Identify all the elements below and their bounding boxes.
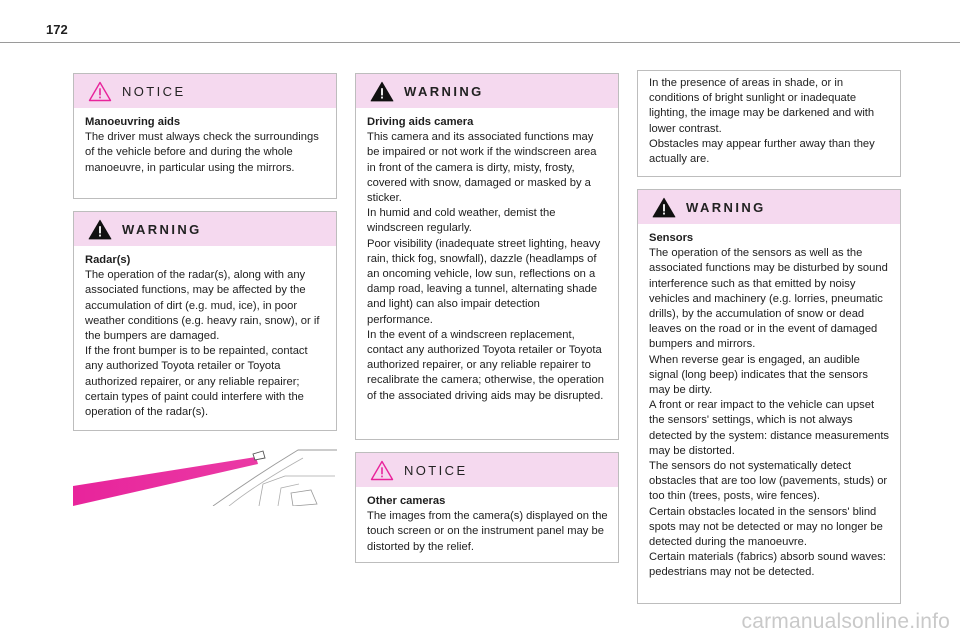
top-rule: [0, 42, 960, 43]
watermark: carmanualsonline.info: [741, 610, 950, 633]
notice-header: [74, 74, 336, 108]
notice-body: [74, 108, 336, 176]
notice-triangle-icon: [370, 460, 394, 481]
warning-heading: WARNING: [404, 83, 484, 99]
warning-heading: WARNING: [686, 199, 766, 215]
warning-text: This camera and its associated functions may be impaired or not work if the windscreen area in front of the camera is dirty, misty, frosty, covered with snow, damaged or masked by a sticker. In humid and cold weather, demist the windscreen regularly. Poor visibility (inadequate street lighting, heavy rain, thick fog, snowfall), dazzle (headlamps of an oncoming vehicle, low sun, reflections on a damp road, leaving a tunnel, alternating shade and light) can also impair detection performance. In the event of a windscreen replacement, contact any authorized Toyota retailer or Toyota authorized repairer, or any reliable repairer to recalibrate the camera; otherwise, the operation of the associated driving aids may be disrupted.: [367, 131, 604, 402]
warning-text: The operation of the sensors as well as the associated functions may be disturbed by sound interference such as that emitted by noisy vehicles and machinery (e.g. lorries, pneumatic drills), by the accumulation of snow or dead leaves on the road or in the event of damaged bumpers and mirrors. When reverse gear is engaged, an audible signal (long beep) indicates that the sensors may be dirty. A front or rear impact to the vehicle can upset the sensors' settings, which is not always detected by the system: distance measurements may be distorted. The sensors do not systematically detect obstacles that are too low (pavements, studs) or too thin (trees, posts, wire fences). Certain obstacles located in the sensors' blind spots may not be detected or may no longer be detected during the manoeuvre. Certain materials (fabrics) absorb sound waves: pedestrians may not be detected.: [649, 247, 890, 579]
warning-body: [356, 108, 618, 404]
notice-text: The driver must always check the surroundings of the vehicle before and during the whole manoeuvre, in particular using the mirrors.: [85, 131, 319, 174]
notice-heading: NOTICE: [404, 462, 468, 478]
notice-heading: NOTICE: [122, 83, 186, 99]
warning-box-sensors: [637, 189, 901, 604]
warning-triangle-icon: [370, 81, 394, 102]
warning-body: [74, 246, 336, 420]
windscreen-radar-illustration: [73, 446, 337, 506]
notice-body: [356, 487, 618, 555]
notice-box-other-cameras: [355, 452, 619, 563]
notice-title: Manoeuvring aids: [85, 116, 181, 128]
notice-header: [356, 453, 618, 487]
warning-text: The operation of the radar(s), along with any associated functions, may be affected by the accumulation of dirt (e.g. mud, ice), in poor weather conditions (e.g. heavy rain, snow), or if the bumpers are damaged. If the front bumper is to be repainted, contact any authorized Toyota retailer or Toyota authorized repairer, or any reliable repairer; certain types of paint could interfere with the operation of the radar(s).: [85, 269, 320, 419]
warning-header: [638, 190, 900, 224]
page-number: 172: [46, 22, 68, 37]
continued-text: In the presence of areas in shade, or in conditions of bright sunlight or inadequate lighting, the image may be darkened and with lower contrast. Obstacles may appear further away than they actually are.: [649, 77, 875, 166]
warning-header: [74, 212, 336, 246]
warning-heading: WARNING: [122, 221, 202, 237]
warning-title: Sensors: [649, 232, 694, 244]
warning-box-radar: [73, 211, 337, 431]
warning-triangle-icon: [652, 197, 676, 218]
warning-body: [638, 224, 900, 581]
notice-box-manoeuvring: [73, 73, 337, 199]
warning-triangle-icon: [88, 219, 112, 240]
continued-box: [637, 70, 901, 177]
notice-title: Other cameras: [367, 495, 446, 507]
warning-title: Radar(s): [85, 254, 131, 266]
warning-title: Driving aids camera: [367, 116, 474, 128]
notice-text: The images from the camera(s) displayed on the touch screen or on the instrument panel may be distorted by the relief.: [367, 510, 608, 553]
notice-triangle-icon: [88, 81, 112, 102]
continued-body: [638, 71, 900, 167]
warning-header: [356, 74, 618, 108]
warning-box-camera: [355, 73, 619, 440]
